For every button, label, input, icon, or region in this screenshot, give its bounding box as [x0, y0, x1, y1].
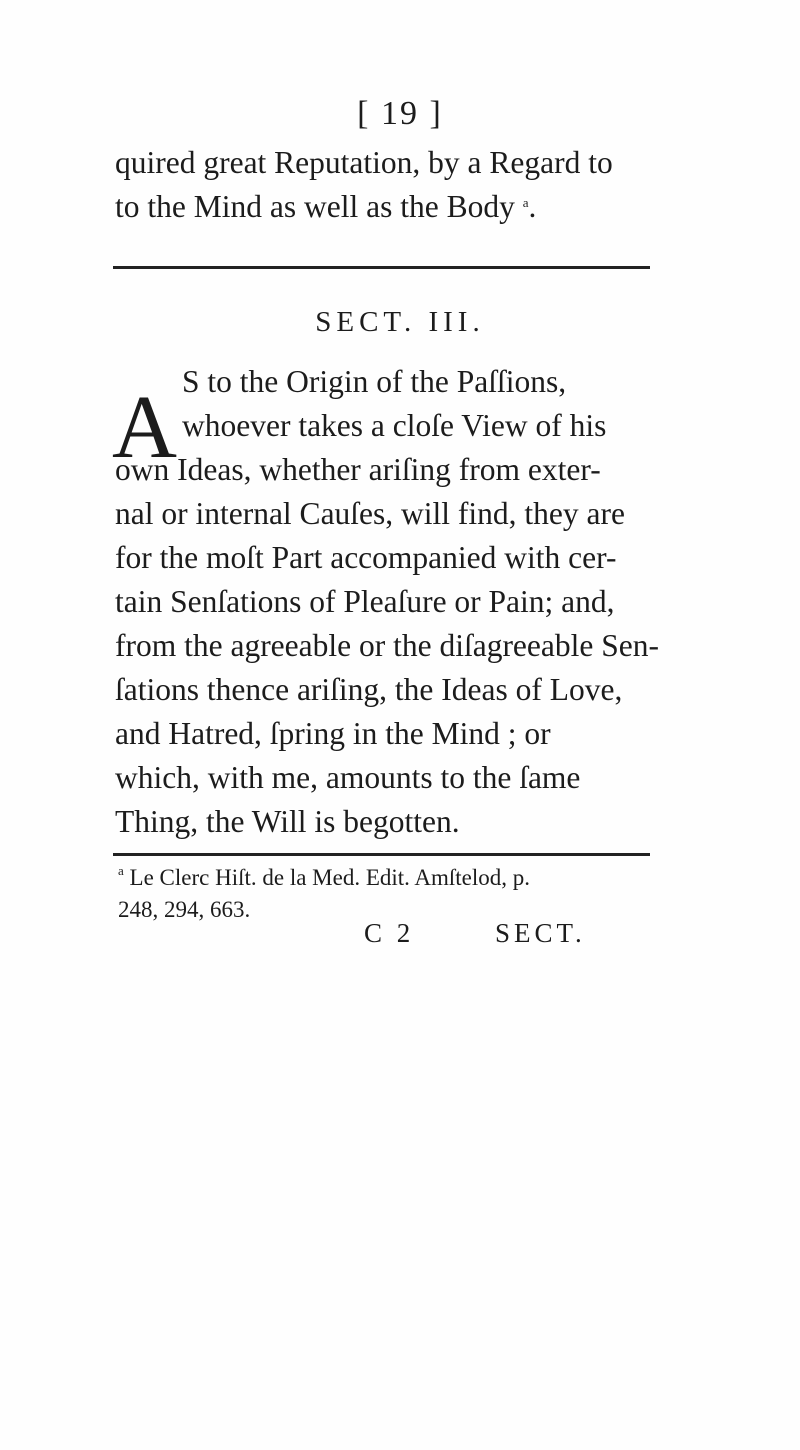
- body-line-9: and Hatred, ſpring in the Mind ; or: [115, 716, 551, 751]
- body-line-6: tain Senſations of Pleaſure or Pain; and,: [115, 584, 615, 619]
- page-number: [ 19 ]: [357, 95, 443, 132]
- intro-line-1: quired great Reputation, by a Regard to: [115, 145, 613, 180]
- body-line-11: Thing, the Will is begotten.: [115, 804, 460, 839]
- body-line-3: own Ideas, whether ariſing from exter-: [115, 452, 601, 487]
- drop-cap: A: [112, 378, 177, 477]
- footnote-reference: a: [522, 195, 529, 210]
- body-line-7: from the agreeable or the diſagreeable Sen-: [115, 628, 659, 663]
- printer-signature: C 2: [364, 918, 415, 948]
- intro-line-2: to the Mind as well as the Body $^a$.: [115, 189, 537, 224]
- footnote-line-1: [118, 863, 531, 890]
- footnote-marker: a: [118, 863, 124, 878]
- body-line-10: which, with me, amounts to the ſame: [115, 760, 581, 795]
- footnote-line-2: 248, 294, 663.: [118, 897, 251, 922]
- footnote-divider: [113, 853, 650, 856]
- body-line-8: ſations thence ariſing, the Ideas of Love,: [115, 672, 623, 707]
- body-line-5: for the moſt Part accompanied with cer-: [115, 540, 617, 575]
- section-heading: SECT. III.: [315, 306, 485, 338]
- body-line-4: nal or internal Cauſes, will find, they are: [115, 496, 625, 531]
- catchword: SECT.: [495, 918, 586, 948]
- footnote-text-1: Le Clerc Hiſt. de la Med. Edit. Amſtelod, p.: [129, 865, 531, 890]
- body-line-1: S to the Origin of the Paſſions,: [182, 364, 567, 399]
- body-line-2: whoever takes a cloſe View of his: [182, 408, 607, 443]
- section-divider: [113, 266, 650, 269]
- intro-line-2-text: to the Mind as well as the Body: [115, 189, 515, 224]
